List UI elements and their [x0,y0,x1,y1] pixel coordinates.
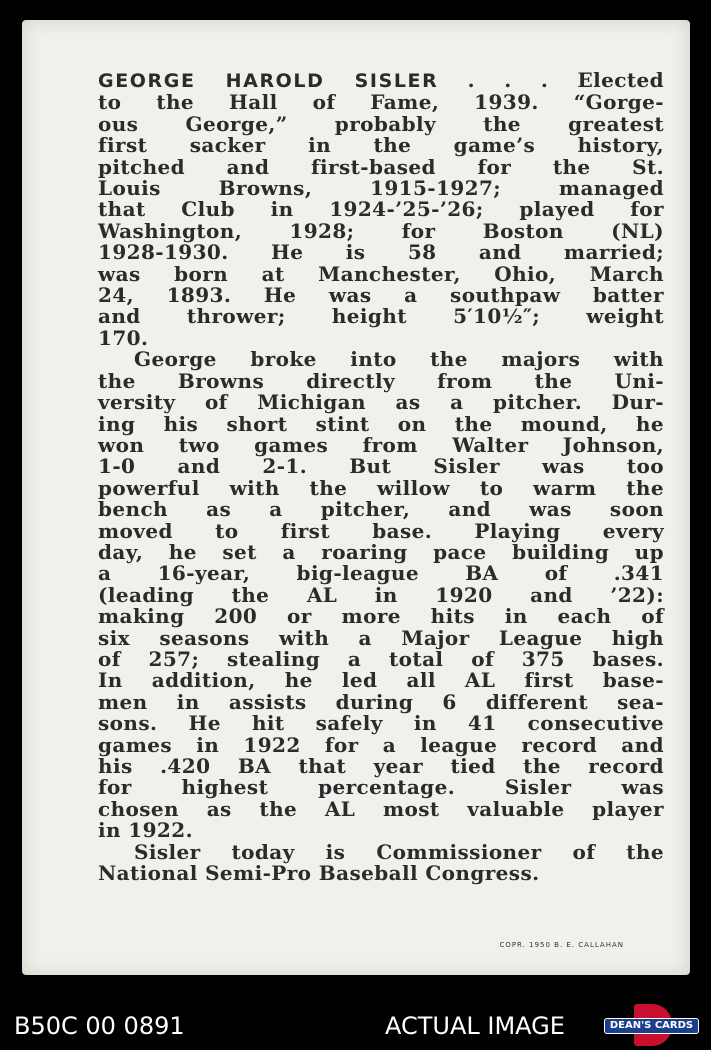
text-line: moved to first base. Playing every [98,518,664,543]
text-line: the Browns directly from the Uni- [98,368,664,393]
text-line: 170. [98,325,149,350]
bio-paragraph-3 [98,839,664,886]
text-line: powerful with the willow to warm the [98,475,664,500]
text-line: was born at Manchester, Ohio, March [98,261,664,286]
player-name: GEORGE HAROLD SISLER [98,70,439,92]
text-line: ous George,” probably the greatest [98,111,664,136]
biography-text [98,70,664,884]
text-line: won two games from Walter Johnson, [98,432,664,457]
text-line: for highest percentage. Sisler was [98,775,664,800]
text-line: first sacker in the game’s history, [98,133,664,158]
text-line: Sisler today is Commissioner of the [134,839,664,864]
text-line: pitched and first-based for the St. [98,154,664,179]
text-line: that Club in 1924-’25-’26; played for [98,197,664,222]
card-id: B50C 00 0891 [14,1012,185,1040]
card-back [22,20,690,975]
text-line: sons. He hit safely in 41 consecutive [98,711,664,736]
text-line: a 16-year, big-league BA of .341 [98,561,664,586]
text-line: versity of Michigan as a pitcher. Dur- [98,390,664,415]
logo-text: DEAN'S CARDS [609,1020,694,1031]
bio-paragraph-2 [98,349,664,841]
text-line: and thrower; height 5′10½″; weight [98,304,664,329]
text-line: day, he set a roaring pace building up [98,539,664,564]
bio-paragraph-1 [98,70,664,349]
deans-cards-logo [604,1004,699,1046]
text-line: his .420 BA that year tied the record [98,754,664,778]
text-line: 1-0 and 2-1. But Sisler was too [98,454,664,479]
text-line: chosen as the AL most valuable player [98,796,664,821]
text-line: games in 1922 for a league record and [98,732,664,757]
text-line: of 257; stealing a total of 375 bases. [98,646,664,671]
text-line: 1928-1930. He is 58 and married; [98,240,664,265]
text-line: ing his short stint on the mound, he [98,411,664,436]
copyright-notice: COPR. 1950 B. E. CALLAHAN [499,941,624,949]
actual-image-label: ACTUAL IMAGE [385,1012,565,1040]
text-line: in 1922. [98,818,193,843]
text-line: (leading the AL in 1920 and ’22): [98,582,664,607]
text-line: Louis Browns, 1915-1927; managed [98,176,664,201]
text-line: bench as a pitcher, and was soon [98,497,664,522]
text-line: GEORGE HAROLD SISLER . . . Elected [98,68,664,92]
text-line: making 200 or more hits in each of [98,604,664,629]
text-line: Washington, 1928; for Boston (NL) [98,218,664,243]
text-line: men in assists during 6 different sea- [98,689,664,714]
text-line: George broke into the majors with [134,347,664,372]
text-line: 24, 1893. He was a southpaw batter [98,283,664,308]
text-line: to the Hall of Fame, 1939. “Gorge- [98,90,664,115]
text-line: National Semi-Pro Baseball Congress. [98,861,540,886]
text-line: In addition, he led all AL first base- [98,668,664,693]
text-line: six seasons with a Major League high [98,625,664,650]
